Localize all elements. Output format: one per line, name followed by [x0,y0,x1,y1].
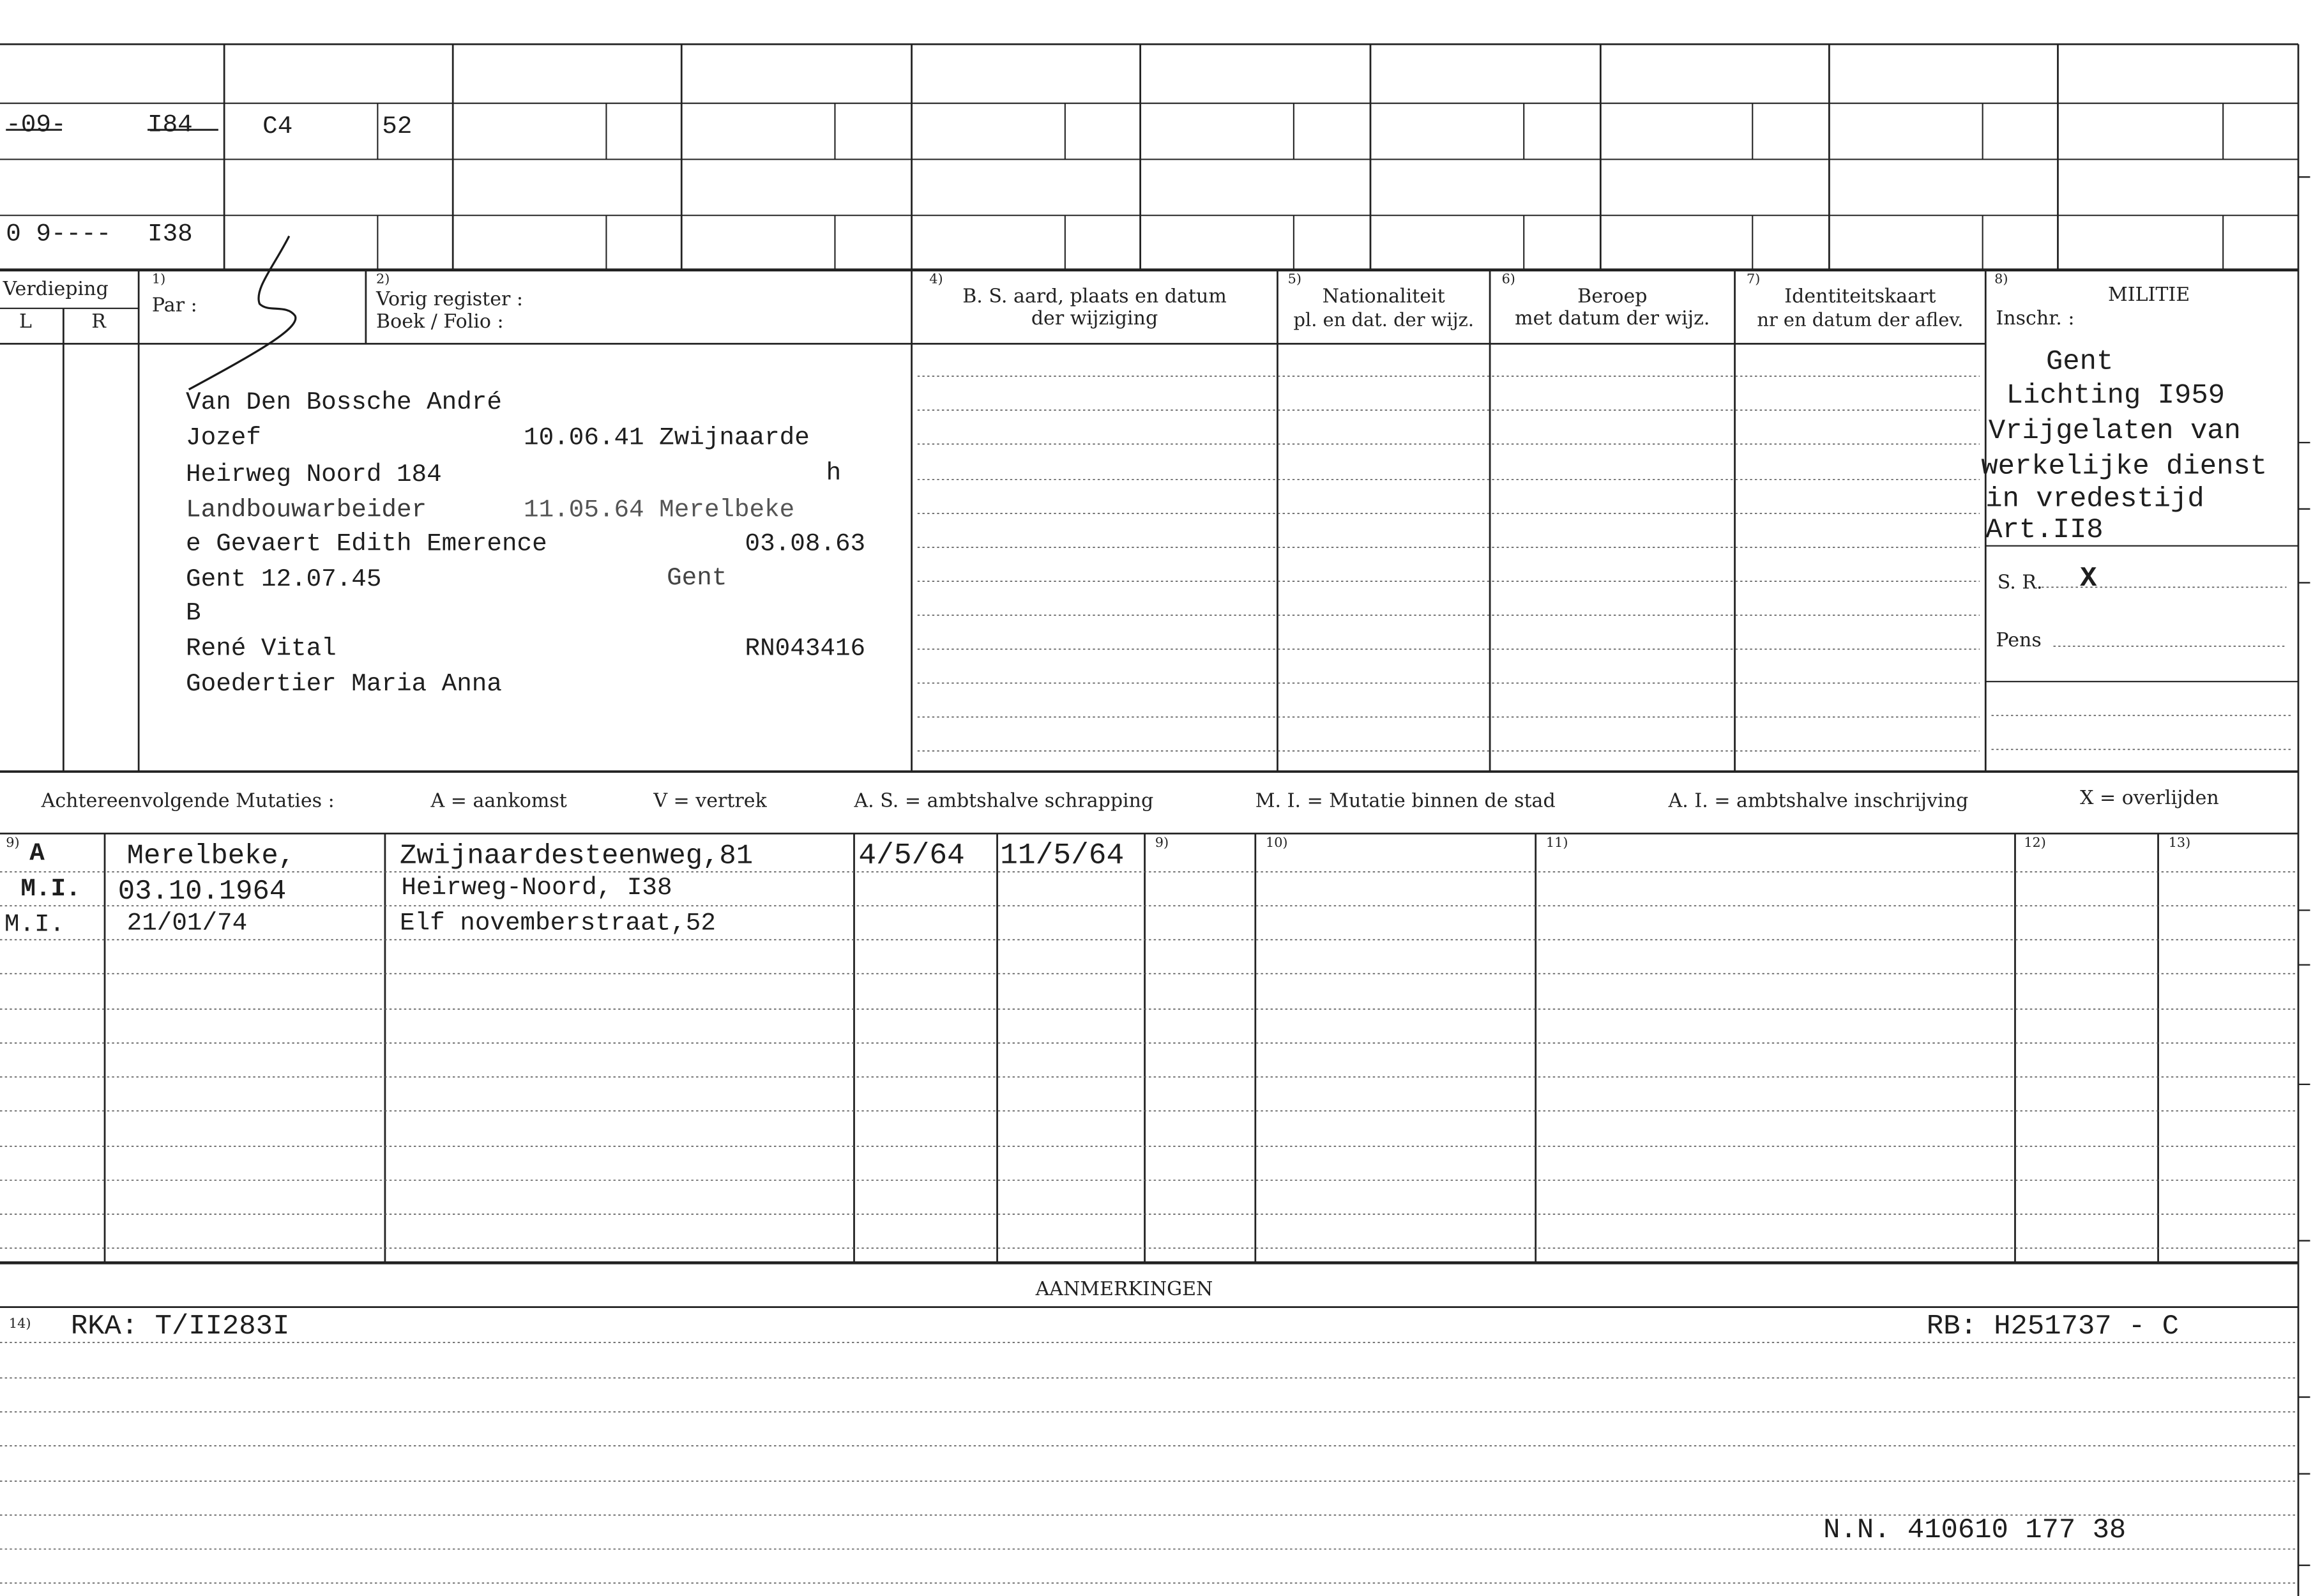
header-bs-line2: der wijziging [1031,308,1158,331]
mut-num-13: 13) [2168,836,2191,851]
militie-sr-value: X [2080,562,2097,595]
header-beroep-line1: Beroep [1577,286,1648,308]
mutation-address: Heirweg-Noord, I38 [401,874,672,903]
header-id-line1: Identiteitskaart [1784,286,1936,308]
militie-line4: werkelijke dienst [1981,450,2268,483]
header-r: R [91,311,106,334]
legend-x: X = overlijden [2080,787,2219,810]
mutation-code: M.I. [20,876,81,905]
mut-num-9: 9) [6,836,20,851]
legend-a: A = aankomst [430,791,567,813]
legend-title: Achtereenvolgende Mutaties : [41,791,335,813]
mutation-address: Elf novemberstraat,52 [400,910,716,939]
header-boek-folio: Boek / Folio : [376,311,504,334]
legend-ai: A. I. = ambtshalve inschrijving [1668,791,1969,813]
person-birth: 10.06.41 Zwijnaarde [524,425,810,453]
top-cell-1d: 52 [382,113,413,142]
top-cell-1a: -09- [6,112,66,141]
militie-sr-label: S. R. [1997,572,2043,595]
person-rn: RN043416 [745,635,866,664]
header-num-5: 5) [1287,273,1301,288]
person-nationality: B [186,600,201,629]
aanmerkingen-nn: N.N. 410610 177 38 [1823,1514,2127,1546]
person-address-mark: h [826,460,842,489]
person-spouse-birth: Gent 12.07.45 [186,566,382,595]
header-num-2: 2) [376,273,390,288]
aanmerkingen-title: AANMERKINGEN [1035,1279,1213,1302]
militie-line1: Gent [2045,345,2114,378]
header-militie: MILITIE [2107,284,2190,307]
person-marriage-date: 03.08.63 [745,531,866,559]
person-firstname: Jozef [186,425,261,453]
header-id-line2: nr en datum der aflev. [1757,308,1964,331]
header-inschr: Inschr. : [1996,308,2075,331]
mutation-date-13: 11/5/64 [1000,839,1125,874]
header-par: Par : [151,295,197,317]
militie-line2: Lichting I959 [2006,379,2226,412]
top-cell-1b: I84 [148,112,193,141]
mutation-date-12: 4/5/64 [858,839,965,874]
top-cell-2a: 0 9---- [6,221,112,250]
header-bs-line1: B. S. aard, plaats en datum [962,286,1227,308]
person-name: Van Den Bossche André [186,389,502,418]
aanmerkingen-rka: RKA: T/II283I [70,1310,290,1343]
header-nat-line2: pl. en dat. der wijz. [1293,308,1475,331]
aanmerkingen-rb: RB: H251737 - C [1926,1310,2179,1343]
mut-num-9b: 9) [1155,836,1169,851]
legend-v: V = vertrek [653,791,767,813]
header-num-6: 6) [1501,273,1515,288]
militie-line6: Art.II8 [1985,513,2104,546]
mutation-address: Zwijnaardesteenweg,81 [400,839,754,872]
mut-num-11: 11) [1545,836,1568,851]
legend-mi: M. I. = Mutatie binnen de stad [1255,791,1556,813]
mutation-place-date: 03.10.1964 [118,874,287,908]
legend-as: A. S. = ambtshalve schrapping [854,791,1154,813]
header-l: L [19,311,32,334]
person-father: René Vital [186,635,337,664]
person-spouse: e Gevaert Edith Emerence [186,531,547,559]
person-marriage-place: Gent [667,565,727,593]
mutation-code: A [29,840,45,869]
mutation-place-date: 21/01/74 [126,910,248,939]
header-num-4: 4) [929,273,943,288]
person-occupation-date: 11.05.64 Merelbeke [524,497,795,526]
header-nat-line1: Nationaliteit [1322,286,1445,308]
top-cell-2b: I38 [148,221,193,250]
mutation-code: M.I. [4,911,65,940]
header-num-8: 8) [1994,273,2008,288]
header-verdieping: Verdieping [3,278,109,301]
person-mother: Goedertier Maria Anna [186,671,502,699]
handwritten-stroke [189,236,296,390]
header-num-1: 1) [151,273,166,288]
person-occupation: Landbouwarbeider [186,497,427,526]
militie-line3: Vrijgelaten van [1988,414,2241,447]
aanmerkingen-num: 14) [8,1317,31,1332]
header-beroep-line2: met datum der wijz. [1515,308,1710,331]
top-cell-1c: C4 [262,113,293,142]
militie-pens-label: Pens [1996,630,2042,653]
militie-line5: in vredestijd [1985,482,2204,515]
header-vorig-register: Vorig register : [376,289,524,312]
mut-num-12: 12) [2024,836,2046,851]
header-num-7: 7) [1747,273,1761,288]
person-address: Heirweg Noord 184 [186,462,442,490]
mutation-place-date: Merelbeke, [126,839,296,872]
mut-num-10: 10) [1265,836,1288,851]
